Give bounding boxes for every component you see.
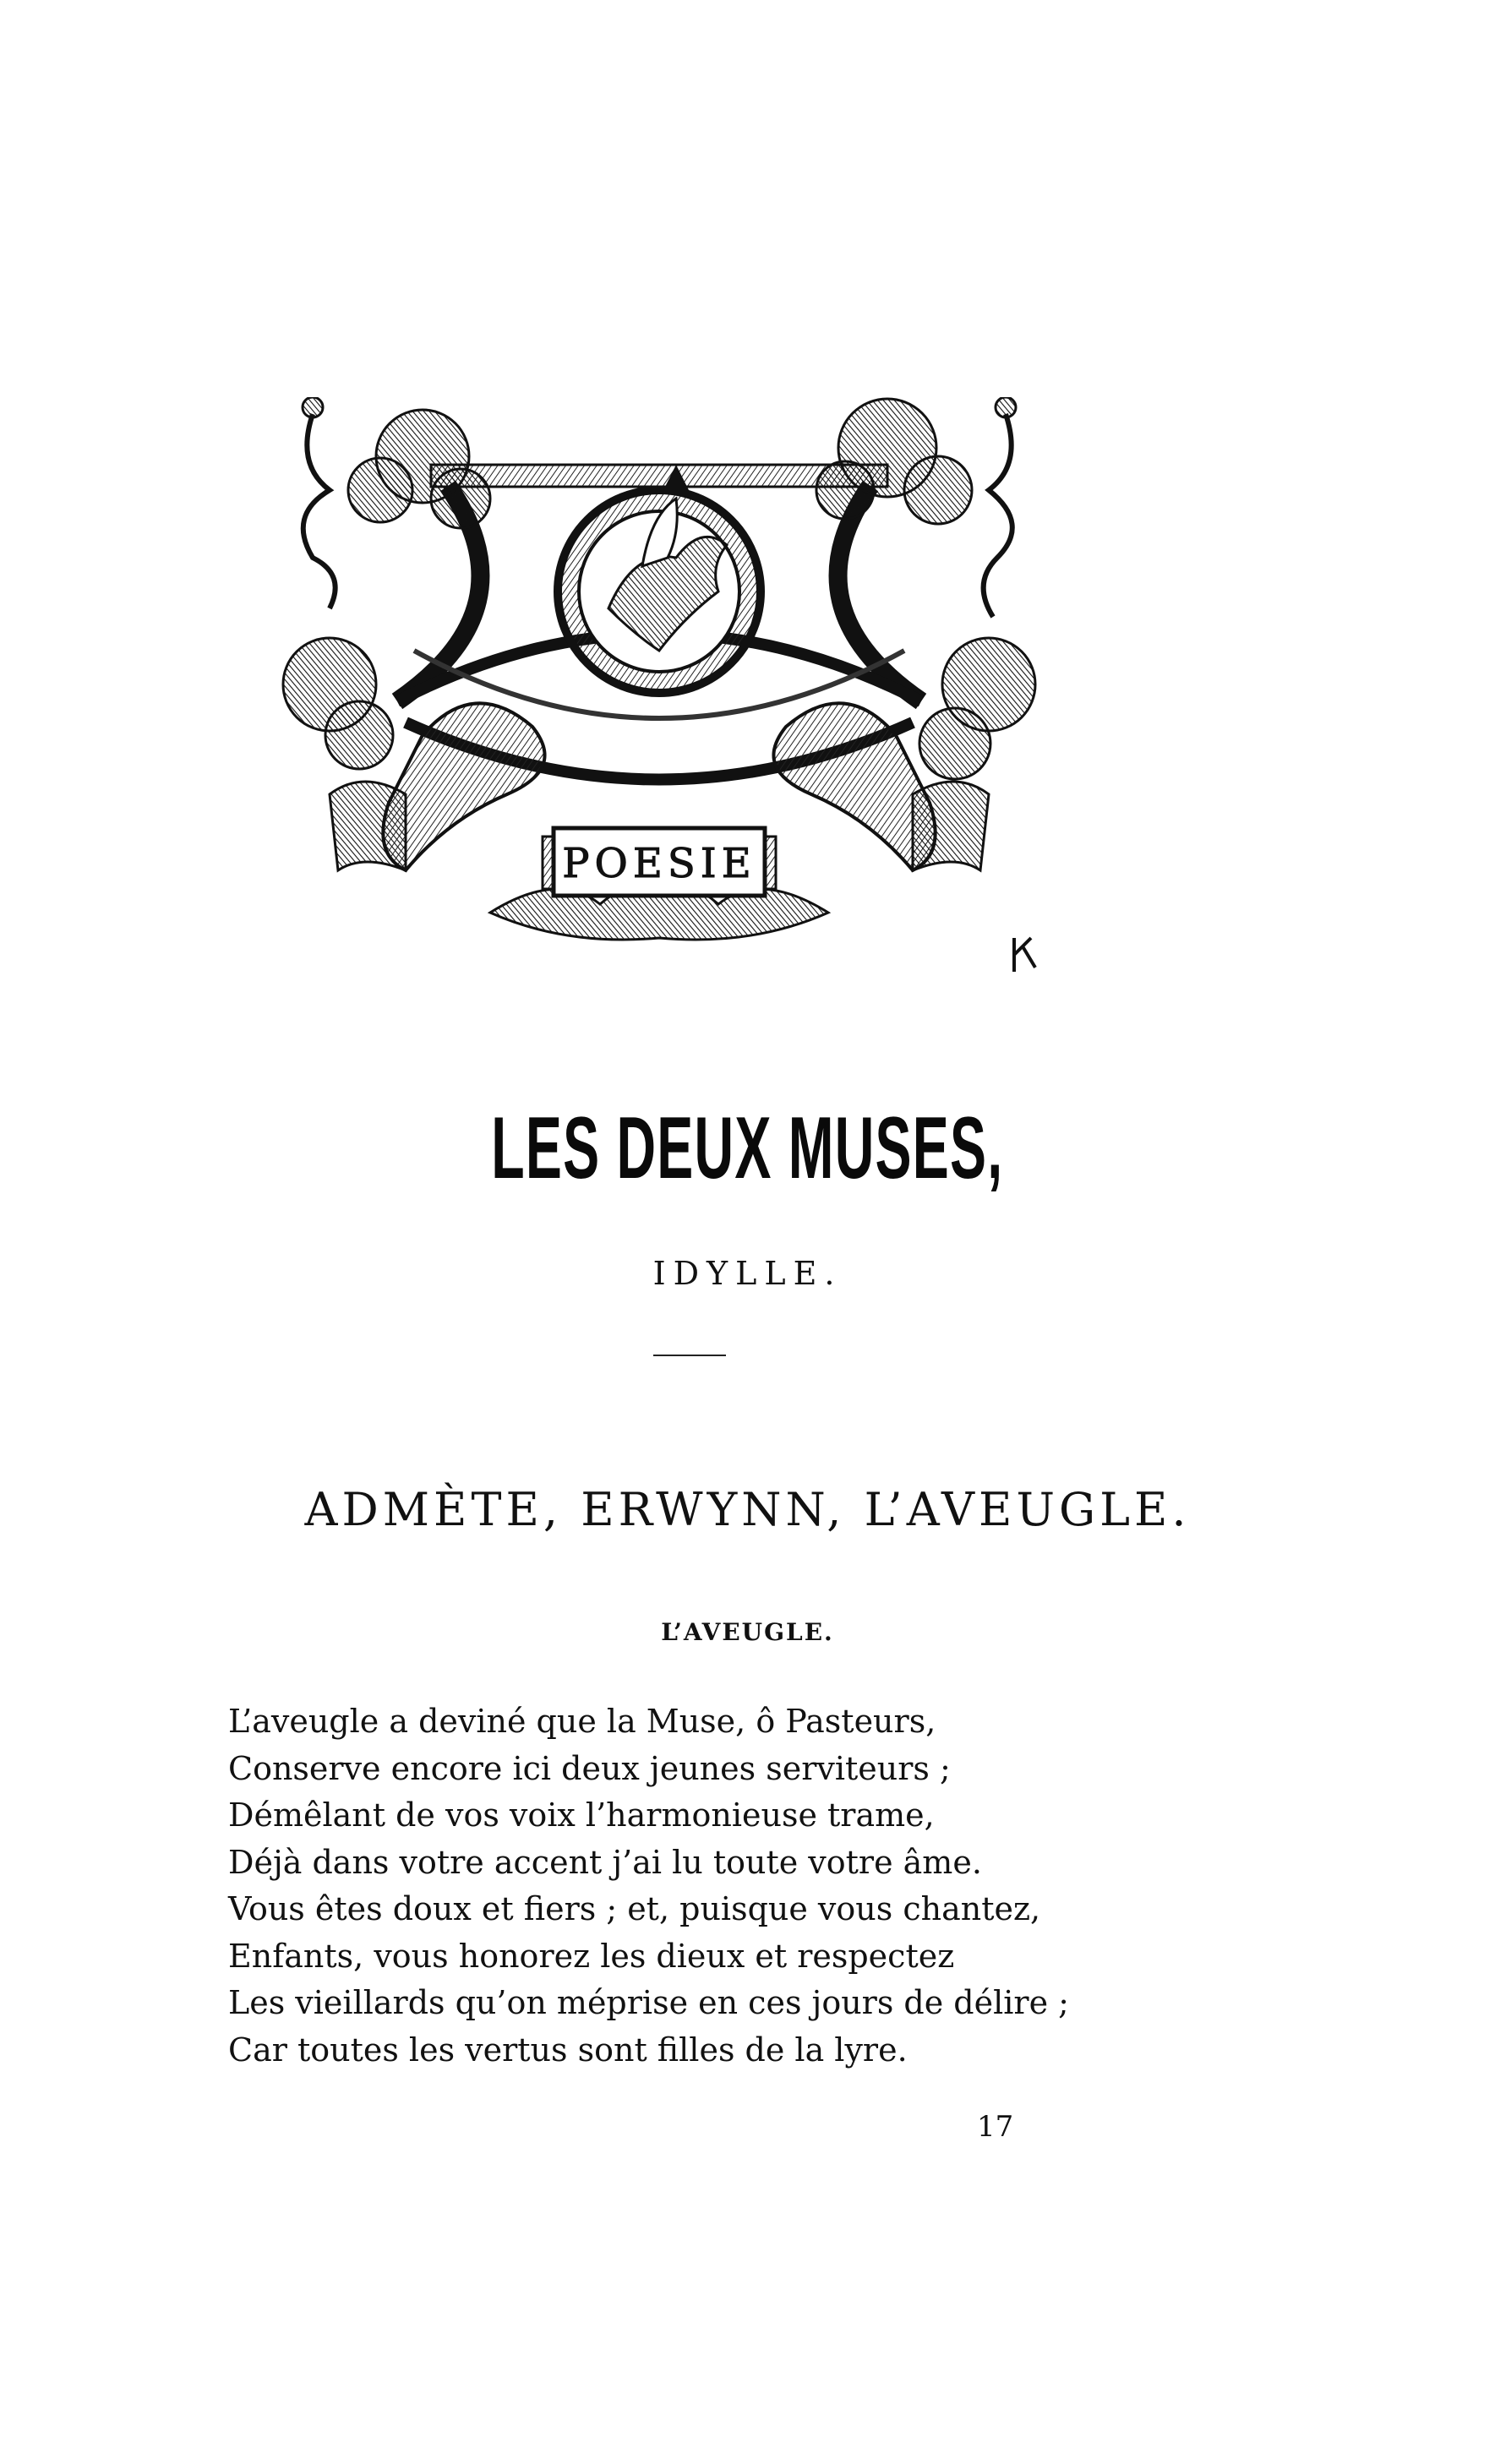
verse-line: Déjà dans votre accent j’ai lu toute votre âme. (228, 1843, 982, 1881)
verse-line: Conserve encore ici deux jeunes serviteurs ; (228, 1749, 951, 1787)
page-number: 17 (977, 2110, 1014, 2144)
verse-line: Enfants, vous honorez les dieux et respectez (228, 1937, 955, 1975)
verse-line: Car toutes les vertus sont filles de la lyre. (228, 2031, 908, 2069)
poem-subtitle: IDYLLE. (652, 1255, 843, 1292)
speaker-heading: L’AVEUGLE. (661, 1618, 834, 1646)
ornament-banner-text: POESIE (562, 840, 756, 887)
verse-line: Les vieillards qu’on méprise en ces jours de délire ; (228, 1984, 1069, 2021)
section-divider (653, 1355, 726, 1356)
verse-block (228, 1698, 1073, 2074)
verse-line: Démêlant de vos voix l’harmonieuse trame, (228, 1796, 935, 1834)
ornamental-vignette-icon (279, 397, 1039, 972)
verse-line: L’aveugle a deviné que la Muse, ô Pasteurs, (228, 1703, 936, 1740)
verse-line: Vous êtes doux et fiers ; et, puisque vous chantez, (228, 1890, 1041, 1927)
dramatis-personae: ADMÈTE, ERWYNN, L’AVEUGLE. (304, 1483, 1191, 1536)
poem-title: LES DEUX MUSES, (491, 1099, 1004, 1197)
